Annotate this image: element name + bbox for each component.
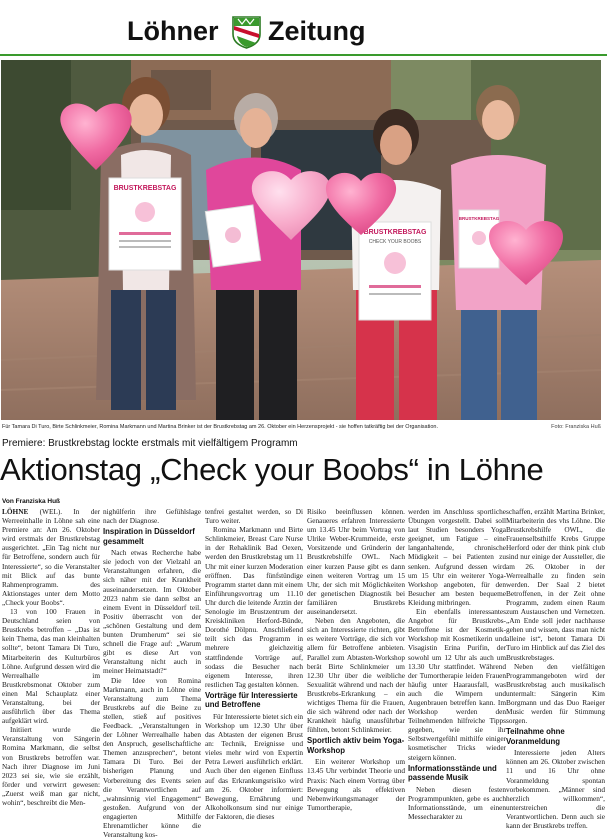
paragraph: Ein ebenfalls interessantes Angebot für Brustkrebs-Betroffene ist der Kosmetik-Workshop mit Kosmetikerin und Visagistin Erina Purifin, der sowohl um 12 Uhr als auch um 13.30 Uhr stattfindet. Während der Tumortherapie leiden Frauen häufig unter Haarausfall, was auch die Wimpern und Augenbrauen betreffen kann. Im Workshop werden den Teilnehmenden hilfreiche Tipps gegeben, wie sie ihr Selbstwertgefühl mithilfe einiger kosmetischer Tricks wieder steigern können. (408, 607, 506, 762)
paragraph: Neben diesen festen Programmpunkten, gebe es auch Informationsstände, um einen Messecharakter zu (408, 785, 506, 821)
subheading: Inspiration in Düsseldorf gesammelt (103, 527, 201, 546)
paragraph: Risiko beeinflussen können. Genaueres erfahren Interessierte um 13.45 Uhr beim Vortrag von Ulrike Weber-Krummeide, erste Vorsitzende und Gründerin der Brustkrebshilfe OWL. Nach einer kurzen Pause gibt es dann einen weiteren Vortrag um 15 Uhr, der sich mit Möglichkeiten der genetischen Diagnostik bei familiären Brustkrebs auseinandersetzt. (307, 507, 405, 616)
paragraph: Interessierte jeden Alters können am 26. Oktober zwischen 11 und 16 Uhr ohne Voranmeldung spontan vorbekommen. „Männer sind herzlich willkommen“, unterstreichen die Verantwortlichen. Denn auch sie kann der Brustkrebs treffen. (506, 748, 605, 830)
article-column-4 (307, 507, 405, 812)
article-byline: Von Franziska Huß (2, 498, 60, 505)
photo-credit: Foto: Franziska Huß (551, 424, 601, 430)
newspaper-title-right: Zeitung (268, 16, 365, 47)
paragraph: Für Interessierte bietet sich ein Workshop um 12.30 Uhr über das Abtasten der eigenen Brust an: Technik, Ereignisse und vieles mehr wird von Expertin Petra Leweri ausführlich erklärt. Auch über den eigenen Einfluss auf das Erkrankungsrisiko wird am 26. Oktober informiert: Bewegung, Ernährung und Alkoholkonsum sind nur einige der Faktoren, die dieses (205, 712, 303, 821)
paragraph: nighülferin ihre Gefühlslage nach der Diagnose. (103, 507, 201, 525)
newspaper-title-left: Löhner (127, 16, 219, 47)
subheading: Vorträge für Interessierte und Betroffene (205, 691, 303, 710)
poster-4-label: BRUSTKREBSTAG (459, 216, 500, 221)
subheading: Informationsstände und passende Musik (408, 764, 506, 783)
article-column-2 (103, 507, 201, 839)
paragraph: werden im Anschluss sportliche Übungen vorgestellt. Dabei soll laut Studien besonders Yoga geeignet, um Fatigue – eine langanhaltende, chronische Müdigkeit – bei Patienten zu senken. Aufgrund dessen wird um 15 Uhr ein weiterer Yoga-Workshop angeboten, für den Besucher am besten bequeme Kleidung mitbringen. (408, 507, 506, 607)
article-photo (1, 60, 601, 420)
article-column-3 (205, 507, 303, 821)
paragraph: Initiiert wurde die Veranstaltung von Sängerin Romina Markmann, die selbst von Brustkrebs betroffen war. Nach ihrer Diagnose im Juni 2023 sei sie, wie sie erzählt, förder und verwirrt gewesen: „Zuerst weiß man gar nicht, wohin“, beschreibt die Men- (2, 725, 100, 807)
paragraph: tenfrei gestaltet werden, so Di Turo weiter. (205, 507, 303, 525)
paragraph: 13 von 100 Frauen in Deutschland seien von Brustkrebs betroffen – „Das ist kein Thema, das man kleinhalten sollte“, betont Tamara Di Turo, Mitarbeiterin des Kulturbüros Löhne. Aufgrund dessen wird die Werrealhalle im Brustkrebsmonat Oktober zum einen Mal Schauplatz einer Veranstaltung, bei der ausführlich über das Thema aufgeklärt wird. (2, 607, 100, 725)
photo-caption: Für Tamara Di Turo, Birte Schlinkmeier, Romina Markmann und Martina Brinker ist der Brustkrebstag am 26. Oktober ein Herzensprojekt - sie hoffen tatkräftig bei der Organisation. (2, 424, 602, 430)
article-kicker: Premiere: Brustkrebstag lockte erstmals mit vielfältigem Programm (2, 438, 298, 449)
poster-3-sub: CHECK YOUR BOOBS (369, 239, 422, 245)
paragraph: Neben den vielfältigen Programmangeboten wird der Brustkrebstag auch musikalisch untermalt: Sängerin Kim Borgmann und das Duo Raeiger Music werden für Stimmung sorgen. (506, 662, 605, 726)
article-headline: Aktionstag „Check your Boobs“ in Löhne (0, 452, 607, 488)
paragraph: (WEL). In der Werreeinhalle in Löhne sah eine Premiere an: Am 26. Oktober wird erstmals der Brustkrebstag ausgerichtet. „Ein Tag nicht nur für Betroffene, sondern auch für Interessierte“, so die Veranstalter mit Blick auf das bunte Rahmenprogramm. des Aktionstages unter dem Motto „Check your Boobs“. (2, 507, 100, 607)
loehne-crest-icon (232, 16, 261, 49)
paragraph: Neben den Angeboten, die sich an Interessierte richten, gibt es weitere Vorträge, die sich vor allem für Betroffene anbieten. Parallel zum Abtasten-Workshop berät Birte Schlinkmeier um 12.30 Uhr über die weibliche Sexualität während und nach der Brustkrebs-Erkrankung – ein wichtiges Thema für die Frauen, die sich während oder nach der Krankheit häufig unausführbar fühlten, betont Schlinkmeier. (307, 616, 405, 734)
subheading: Sportlich aktiv beim Yoga-Workshop (307, 736, 405, 755)
dateline: LÖHNE (2, 507, 28, 516)
poster-1-label: BRUSTKREBSTAG (114, 185, 177, 192)
photo-illustration (1, 60, 601, 420)
paragraph: Nach etwas Recherche habe sie jedoch von der Vielzahl an Veranstaltungen erfahren, die sich näher mit der Krankheit auseinandersetzen. Im Oktober 2023 nahm sie dann selbst an einem Event in Düsseldorf teil. Positiv überrascht von der „schönen Gestaltung und dem bunten Drumherum“ sei sie schnell die Frage auf: „Warum gibt es diese Art von Veranstaltung nicht auch in meiner Heimatstadt?“ (103, 548, 201, 675)
subheading: Teilnahme ohne Voranmeldung (506, 727, 605, 746)
poster-3-label: BRUSTKREBSTAG (364, 229, 427, 236)
article-column-6 (506, 507, 605, 830)
paragraph: schaffen, erzählt Martina Brinker, Mitarbeiterin des vhs Löhne. Die Brustkrebshilfe OWL, die Frauenselbsthilfe Krebs Gruppe Herford oder der think pink club sind nur einige der Aussteller, die am 26. Oktober in der Werrealhalle zu finden sein werden. Der Saal 2 bietet Betroffenen, in der Zeit ohne Programm, zudem einen Raum zum Austauschen und Vernetzen. „Am Ende soll jeder nachhause gehen und wissen, dass man nicht alleine ist“, betont Tamara Di Turo im Hinblick auf das Ziel des Brustkrebstages. (506, 507, 605, 662)
masthead-rule (0, 54, 607, 56)
paragraph: Die Idee von Romina Markmann, auch in Löhne eine Veranstaltung zum Thema Brustkrebs auf die Beine zu stellen, stieß auf positives Feedback. „Veranstaltungen in der Löhner Werrealhalle haben den Anspruch, gesellschaftliche Themen anzusprechen“, betont Tamara Di Turo. Bei der bisherigen Planung und Vorbereitung des Events seien die Verantwortlichen auf „wahnsinnig viel Engagement“ gestoßen. Aufgrund von der engagierten Mithilfe Ehrenamtlicher könne die Veranstaltung kos- (103, 676, 201, 839)
paragraph: Ein weiterer Workshop um 13.45 Uhr verbindet Theorie und Praxis: Nach einem Vortrag über Bewegung als effektiven Nebenwirkungsmanager der Tumortherapie, (307, 757, 405, 812)
masthead (0, 0, 607, 56)
article-column-5 (408, 507, 506, 821)
article-column-1 (2, 507, 100, 807)
paragraph: Romina Markmann und Birte Schlinkmeier, Breast Care Nurse in der Rehaklinik Bad Oexen, werden den Brustkrebstag um 11 Uhr mit einer kurzen Moderation eröffnen. Das fünfstündige Programm startet dann mit einem Einführungsvortrag um 11.10 Uhr durch die leitende Ärztin der Senologie im Brustzentrum der Kreiskliniken Herford-Bünde, Dorothé Dölpnu. Anschließend teilt sich das Programm in mehrere gleichzeitig stattfindende Vorträge auf, sodass die Besucher nach eigenem Interesse, ihren restlichen Tag gestalten können. (205, 525, 303, 689)
